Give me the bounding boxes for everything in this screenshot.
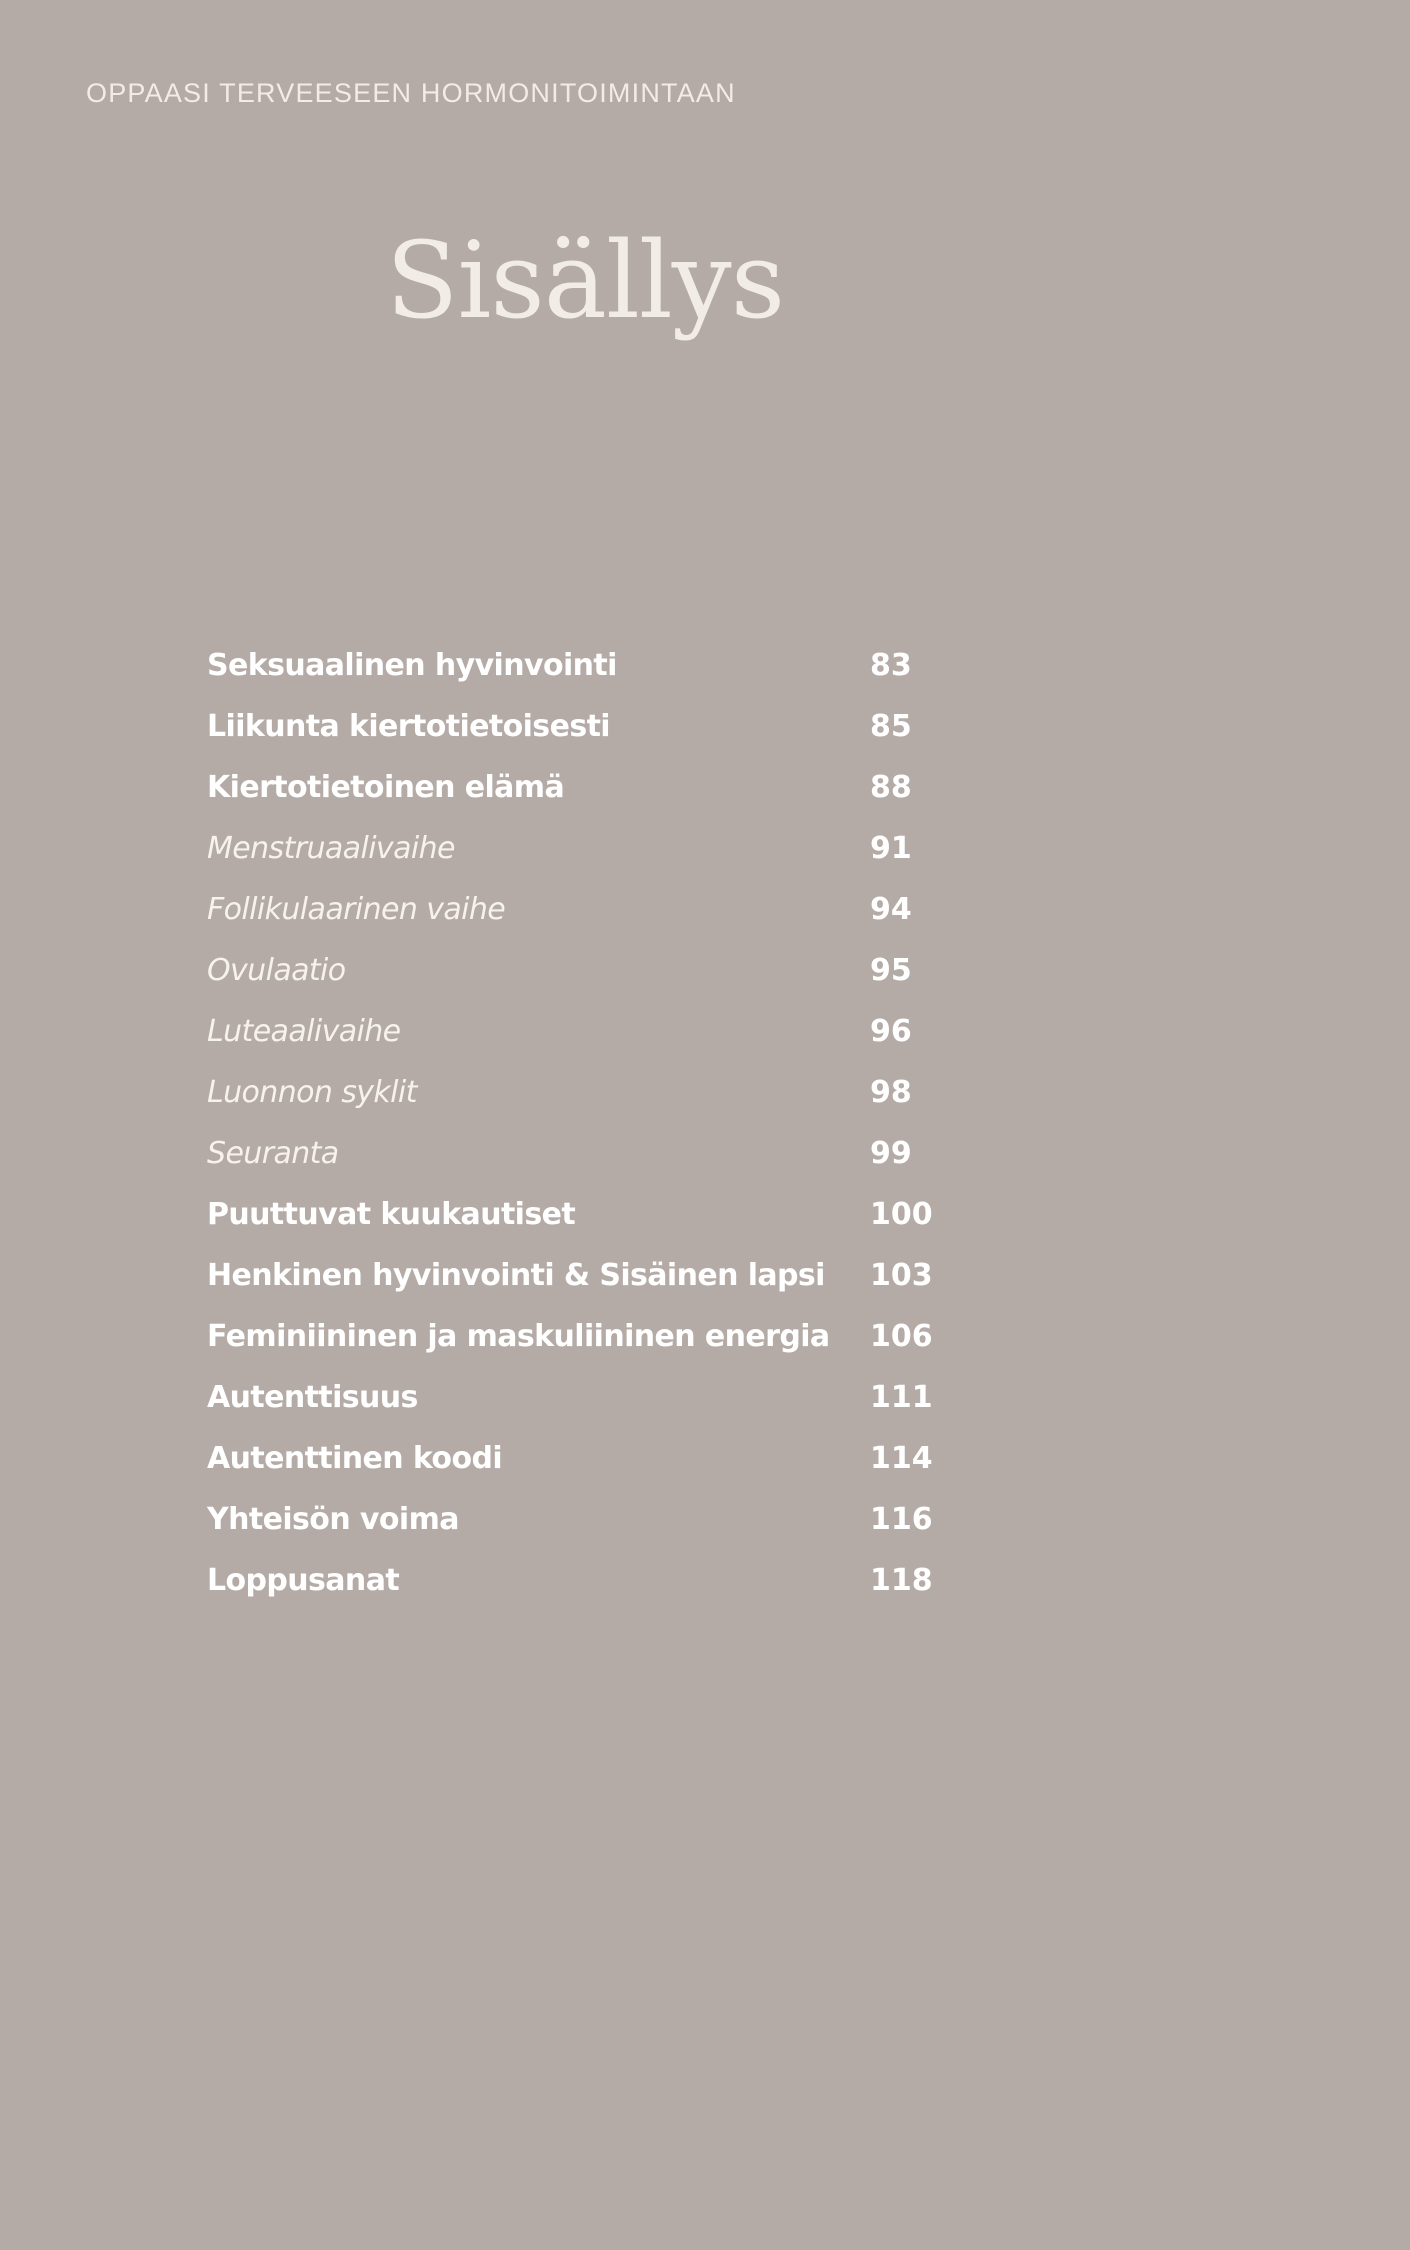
toc-entry-label: Puuttuvat kuukautiset bbox=[207, 1197, 576, 1232]
toc-entry-page: 88 bbox=[870, 770, 912, 805]
toc-entry-label: Autenttisuus bbox=[207, 1380, 418, 1415]
toc-entry-page: 100 bbox=[870, 1197, 933, 1232]
toc-subentry-page: 91 bbox=[870, 831, 912, 866]
toc-entry-label: Kiertotietoinen elämä bbox=[207, 770, 565, 805]
toc-subentry-label: Luteaalivaihe bbox=[207, 1014, 401, 1049]
toc-subentry-page: 98 bbox=[870, 1075, 912, 1110]
toc-subentry[interactable] bbox=[207, 1067, 967, 1128]
toc-subentry-label: Seuranta bbox=[207, 1136, 339, 1171]
toc-entry-page: 118 bbox=[870, 1563, 933, 1598]
toc-entry-label: Loppusanat bbox=[207, 1563, 400, 1598]
toc-entry[interactable] bbox=[207, 1555, 967, 1616]
toc-entry-label: Autenttinen koodi bbox=[207, 1441, 503, 1476]
running-header: OPPAASI TERVEESEEN HORMONITOIMINTAAN bbox=[86, 78, 736, 108]
toc-subentry-label: Menstruaalivaihe bbox=[207, 831, 455, 866]
toc-subentry-label: Follikulaarinen vaihe bbox=[207, 892, 506, 927]
toc-entry-page: 116 bbox=[870, 1502, 933, 1537]
toc-entry-label: Seksuaalinen hyvinvointi bbox=[207, 648, 617, 683]
toc-entry-page: 106 bbox=[870, 1319, 933, 1354]
toc-entry-label: Liikunta kiertotietoisesti bbox=[207, 709, 610, 744]
toc-subentry-label: Ovulaatio bbox=[207, 953, 346, 988]
toc-entry-page: 85 bbox=[870, 709, 912, 744]
toc-subentry[interactable] bbox=[207, 823, 967, 884]
toc-entry[interactable] bbox=[207, 762, 967, 823]
toc-entry[interactable] bbox=[207, 640, 967, 701]
toc-subentry[interactable] bbox=[207, 1128, 967, 1189]
toc-entry-label: Yhteisön voima bbox=[207, 1502, 459, 1537]
page-title: Sisällys bbox=[385, 219, 785, 342]
toc-subentry-page: 94 bbox=[870, 892, 912, 927]
toc-entry-label: Feminiininen ja maskuliininen energia bbox=[207, 1319, 830, 1354]
toc-entry[interactable] bbox=[207, 701, 967, 762]
toc-subentry-page: 99 bbox=[870, 1136, 912, 1171]
toc-subentry[interactable] bbox=[207, 945, 967, 1006]
toc-entry[interactable] bbox=[207, 1433, 967, 1494]
toc-subentry[interactable] bbox=[207, 884, 967, 945]
toc-subentry-page: 95 bbox=[870, 953, 912, 988]
toc-entry[interactable] bbox=[207, 1189, 967, 1250]
toc-entry[interactable] bbox=[207, 1311, 967, 1372]
toc-entry-page: 114 bbox=[870, 1441, 933, 1476]
table-of-contents bbox=[207, 640, 967, 1616]
toc-entry-page: 83 bbox=[870, 648, 912, 683]
toc-entry[interactable] bbox=[207, 1372, 967, 1433]
toc-entry-page: 103 bbox=[870, 1258, 933, 1293]
toc-subentry[interactable] bbox=[207, 1006, 967, 1067]
toc-entry-page: 111 bbox=[870, 1380, 933, 1415]
toc-subentry-label: Luonnon syklit bbox=[207, 1075, 417, 1110]
toc-subentry-page: 96 bbox=[870, 1014, 912, 1049]
toc-entry[interactable] bbox=[207, 1494, 967, 1555]
toc-entry[interactable] bbox=[207, 1250, 967, 1311]
toc-entry-label: Henkinen hyvinvointi & Sisäinen lapsi bbox=[207, 1258, 825, 1293]
